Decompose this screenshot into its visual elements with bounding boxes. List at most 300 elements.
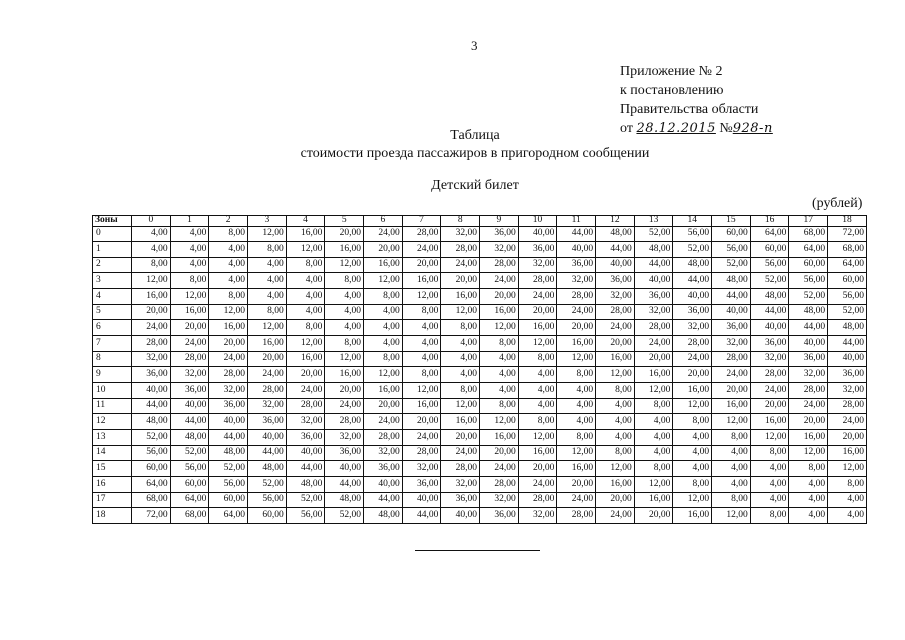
fare-cell: 36,00: [286, 430, 325, 446]
fare-cell: 52,00: [634, 226, 673, 242]
fare-cell: 32,00: [750, 351, 789, 367]
fare-cell: 16,00: [132, 289, 171, 305]
fare-cell: 16,00: [750, 414, 789, 430]
fare-cell: 24,00: [402, 430, 441, 446]
fare-cell: 36,00: [828, 367, 867, 383]
column-header-zone: 0: [132, 216, 171, 227]
fare-cell: 24,00: [209, 351, 248, 367]
fare-cell: 16,00: [480, 430, 519, 446]
fare-cell: 36,00: [364, 461, 403, 477]
fare-cell: 56,00: [828, 289, 867, 305]
fare-cell: 20,00: [248, 351, 287, 367]
fare-cell: 36,00: [596, 273, 635, 289]
table-header-row: [93, 216, 867, 227]
fare-cell: 20,00: [634, 508, 673, 524]
fare-cell: 20,00: [480, 289, 519, 305]
row-header-zone: 3: [93, 273, 132, 289]
fare-cell: 32,00: [209, 383, 248, 399]
fare-cell: 8,00: [557, 367, 596, 383]
fare-cell: 52,00: [248, 477, 287, 493]
fare-cell: 28,00: [750, 367, 789, 383]
fare-cell: 36,00: [518, 242, 557, 258]
fare-cell: 68,00: [170, 508, 209, 524]
fare-cell: 40,00: [325, 461, 364, 477]
handwritten-number: 928-п: [732, 121, 773, 136]
fare-cell: 4,00: [634, 414, 673, 430]
fare-cell: 56,00: [750, 257, 789, 273]
fare-cell: 24,00: [364, 226, 403, 242]
fare-cell: 12,00: [286, 336, 325, 352]
fare-cell: 40,00: [364, 477, 403, 493]
fare-cell: 4,00: [596, 430, 635, 446]
fare-cell: 28,00: [170, 351, 209, 367]
fare-cell: 40,00: [828, 351, 867, 367]
fare-cell: 48,00: [596, 226, 635, 242]
fare-cell: 4,00: [673, 461, 712, 477]
fare-cell: 28,00: [325, 414, 364, 430]
fare-cell: 60,00: [828, 273, 867, 289]
fare-cell: 4,00: [325, 320, 364, 336]
fare-cell: 4,00: [441, 351, 480, 367]
fare-cell: 52,00: [828, 304, 867, 320]
fare-cell: 36,00: [673, 304, 712, 320]
fare-cell: 16,00: [480, 304, 519, 320]
fare-cell: 60,00: [248, 508, 287, 524]
column-header-zone: 12: [596, 216, 635, 227]
fare-cell: 16,00: [441, 289, 480, 305]
fare-cell: 16,00: [518, 320, 557, 336]
fare-cell: 24,00: [132, 320, 171, 336]
fare-cell: 40,00: [248, 430, 287, 446]
fare-cell: 16,00: [209, 320, 248, 336]
fare-cell: 52,00: [750, 273, 789, 289]
fare-cell: 4,00: [170, 242, 209, 258]
fare-cell: 8,00: [634, 461, 673, 477]
fare-cell: 16,00: [596, 351, 635, 367]
fare-cell: 36,00: [789, 351, 828, 367]
fare-cell: 32,00: [596, 289, 635, 305]
fare-cell: 60,00: [750, 242, 789, 258]
fare-cell: 32,00: [480, 242, 519, 258]
fare-cell: 36,00: [634, 289, 673, 305]
fare-cell: 36,00: [441, 492, 480, 508]
fare-cell: 8,00: [286, 320, 325, 336]
fare-cell: 8,00: [712, 430, 751, 446]
fare-cell: 12,00: [634, 477, 673, 493]
fare-cell: 12,00: [402, 289, 441, 305]
fare-cell: 28,00: [209, 367, 248, 383]
number-prefix: №: [719, 121, 733, 136]
row-header-zone: 1: [93, 242, 132, 258]
row-header-zone: 14: [93, 445, 132, 461]
fare-cell: 16,00: [789, 430, 828, 446]
fare-cell: 32,00: [518, 508, 557, 524]
table-row: [93, 226, 867, 242]
fare-cell: 48,00: [789, 304, 828, 320]
fare-cell: 12,00: [828, 461, 867, 477]
column-header-zone: 16: [750, 216, 789, 227]
fare-cell: 4,00: [364, 336, 403, 352]
column-header-zone: 4: [286, 216, 325, 227]
fare-cell: 40,00: [132, 383, 171, 399]
row-header-zone: 0: [93, 226, 132, 242]
column-header-zone: 3: [248, 216, 287, 227]
fare-cell: 16,00: [286, 351, 325, 367]
fare-cell: 36,00: [209, 398, 248, 414]
appendix-resolution-line: к постановлению: [620, 83, 724, 98]
fare-cell: 44,00: [557, 226, 596, 242]
fare-cell: 44,00: [364, 492, 403, 508]
fare-cell: 56,00: [789, 273, 828, 289]
fare-cell: 32,00: [441, 477, 480, 493]
fare-cell: 8,00: [170, 273, 209, 289]
fare-cell: 20,00: [364, 242, 403, 258]
fare-cell: 4,00: [480, 383, 519, 399]
fare-cell: 64,00: [170, 492, 209, 508]
fare-cell: 64,00: [789, 242, 828, 258]
fare-cell: 40,00: [441, 508, 480, 524]
fare-cell: 16,00: [673, 383, 712, 399]
fare-cell: 4,00: [634, 445, 673, 461]
row-header-zone: 12: [93, 414, 132, 430]
fare-cell: 56,00: [170, 461, 209, 477]
fare-cell: 20,00: [596, 492, 635, 508]
fare-cell: 28,00: [132, 336, 171, 352]
table-row: [93, 398, 867, 414]
fare-cell: 64,00: [209, 508, 248, 524]
fare-cell: 28,00: [557, 508, 596, 524]
fare-cell: 24,00: [480, 461, 519, 477]
fare-cell: 4,00: [325, 304, 364, 320]
fare-cell: 8,00: [480, 336, 519, 352]
table-row: [93, 242, 867, 258]
fare-table: [92, 215, 867, 524]
fare-cell: 28,00: [518, 492, 557, 508]
fare-cell: 56,00: [286, 508, 325, 524]
fare-cell: 44,00: [170, 414, 209, 430]
fare-cell: 4,00: [248, 289, 287, 305]
fare-cell: 28,00: [828, 398, 867, 414]
fare-cell: 8,00: [441, 320, 480, 336]
fare-cell: 4,00: [750, 477, 789, 493]
fare-cell: 8,00: [557, 430, 596, 446]
fare-cell: 72,00: [828, 226, 867, 242]
fare-cell: 4,00: [480, 367, 519, 383]
fare-cell: 4,00: [364, 304, 403, 320]
column-header-zone: 15: [712, 216, 751, 227]
fare-cell: 24,00: [480, 273, 519, 289]
fare-cell: 48,00: [750, 289, 789, 305]
fare-cell: 4,00: [673, 445, 712, 461]
row-header-zone: 11: [93, 398, 132, 414]
fare-cell: 8,00: [828, 477, 867, 493]
fare-cell: 8,00: [402, 367, 441, 383]
fare-cell: 48,00: [364, 508, 403, 524]
fare-cell: 24,00: [828, 414, 867, 430]
fare-cell: 20,00: [170, 320, 209, 336]
fare-cell: 8,00: [132, 257, 171, 273]
fare-cell: 44,00: [712, 289, 751, 305]
fare-cell: 8,00: [518, 351, 557, 367]
row-header-zone: 4: [93, 289, 132, 305]
fare-cell: 16,00: [441, 414, 480, 430]
fare-cell: 28,00: [402, 226, 441, 242]
fare-cell: 4,00: [518, 383, 557, 399]
column-header-zone: 8: [441, 216, 480, 227]
column-header-zone: 6: [364, 216, 403, 227]
fare-cell: 36,00: [480, 508, 519, 524]
fare-cell: 32,00: [286, 414, 325, 430]
closing-rule: [415, 550, 540, 551]
fare-cell: 4,00: [248, 273, 287, 289]
fare-cell: 52,00: [170, 445, 209, 461]
table-row: [93, 414, 867, 430]
fare-cell: 8,00: [248, 242, 287, 258]
fare-cell: 28,00: [480, 477, 519, 493]
fare-cell: 28,00: [441, 461, 480, 477]
fare-cell: 20,00: [441, 430, 480, 446]
fare-cell: 24,00: [518, 477, 557, 493]
column-header-zone: 1: [170, 216, 209, 227]
table-row: [93, 383, 867, 399]
fare-cell: 8,00: [209, 226, 248, 242]
fare-cell: 16,00: [402, 398, 441, 414]
fare-cell: 28,00: [557, 289, 596, 305]
fare-cell: 48,00: [828, 320, 867, 336]
fare-cell: 36,00: [248, 414, 287, 430]
fare-cell: 20,00: [557, 320, 596, 336]
fare-cell: 52,00: [286, 492, 325, 508]
column-header-zone: 18: [828, 216, 867, 227]
fare-cell: 32,00: [712, 336, 751, 352]
fare-cell: 4,00: [480, 351, 519, 367]
fare-cell: 20,00: [750, 398, 789, 414]
ticket-type-heading: Детский билет: [431, 178, 519, 193]
fare-cell: 20,00: [518, 461, 557, 477]
fare-cell: 8,00: [596, 383, 635, 399]
table-row: [93, 445, 867, 461]
fare-cell: 32,00: [441, 226, 480, 242]
fare-cell: 4,00: [518, 398, 557, 414]
fare-cell: 24,00: [518, 289, 557, 305]
fare-cell: 12,00: [364, 273, 403, 289]
fare-cell: 16,00: [596, 477, 635, 493]
fare-cell: 48,00: [325, 492, 364, 508]
fare-cell: 20,00: [480, 445, 519, 461]
fare-cell: 32,00: [132, 351, 171, 367]
fare-cell: 44,00: [828, 336, 867, 352]
fare-cell: 40,00: [170, 398, 209, 414]
table-row: [93, 367, 867, 383]
fare-cell: 4,00: [209, 273, 248, 289]
fare-cell: 4,00: [828, 492, 867, 508]
fare-cell: 16,00: [402, 273, 441, 289]
fare-cell: 60,00: [170, 477, 209, 493]
appendix-government-line: Правительства области: [620, 102, 759, 117]
fare-cell: 52,00: [673, 242, 712, 258]
fare-cell: 68,00: [789, 226, 828, 242]
fare-cell: 56,00: [673, 226, 712, 242]
fare-cell: 8,00: [596, 445, 635, 461]
fare-cell: 24,00: [325, 398, 364, 414]
column-header-zone: 14: [673, 216, 712, 227]
fare-cell: 12,00: [557, 445, 596, 461]
fare-cell: 4,00: [789, 508, 828, 524]
fare-cell: 64,00: [750, 226, 789, 242]
fare-cell: 40,00: [518, 226, 557, 242]
table-row: [93, 257, 867, 273]
fare-cell: 48,00: [209, 445, 248, 461]
fare-cell: 4,00: [170, 257, 209, 273]
fare-cell: 56,00: [132, 445, 171, 461]
column-header-zone: 17: [789, 216, 828, 227]
date-prefix: от: [620, 121, 633, 136]
fare-cell: 60,00: [209, 492, 248, 508]
fare-cell: 4,00: [789, 477, 828, 493]
fare-cell: 12,00: [480, 414, 519, 430]
fare-cell: 8,00: [480, 398, 519, 414]
fare-cell: 20,00: [402, 414, 441, 430]
fare-cell: 12,00: [596, 461, 635, 477]
fare-cell: 40,00: [596, 257, 635, 273]
fare-cell: 8,00: [673, 477, 712, 493]
fare-cell: 4,00: [248, 257, 287, 273]
fare-cell: 8,00: [634, 398, 673, 414]
fare-cell: 28,00: [441, 242, 480, 258]
fare-cell: 32,00: [518, 257, 557, 273]
table-row: [93, 289, 867, 305]
fare-cell: 60,00: [712, 226, 751, 242]
fare-cell: 20,00: [364, 398, 403, 414]
column-header-zone: 2: [209, 216, 248, 227]
fare-cell: 44,00: [248, 445, 287, 461]
fare-cell: 24,00: [170, 336, 209, 352]
fare-cell: 52,00: [132, 430, 171, 446]
fare-cell: 16,00: [634, 492, 673, 508]
fare-cell: 40,00: [286, 445, 325, 461]
fare-cell: 20,00: [441, 273, 480, 289]
row-header-zone: 10: [93, 383, 132, 399]
page-number: 3: [471, 38, 478, 53]
fare-cell: 28,00: [789, 383, 828, 399]
fare-cell: 12,00: [673, 492, 712, 508]
fare-cell: 4,00: [712, 477, 751, 493]
fare-cell: 28,00: [248, 383, 287, 399]
fare-cell: 4,00: [364, 320, 403, 336]
fare-cell: 12,00: [325, 257, 364, 273]
table-row: [93, 336, 867, 352]
row-header-zone: 15: [93, 461, 132, 477]
fare-cell: 40,00: [712, 304, 751, 320]
fare-cell: 12,00: [441, 398, 480, 414]
fare-cell: 12,00: [209, 304, 248, 320]
fare-cell: 36,00: [480, 226, 519, 242]
table-row: [93, 273, 867, 289]
fare-cell: 12,00: [402, 383, 441, 399]
fare-cell: 28,00: [596, 304, 635, 320]
row-header-zone: 7: [93, 336, 132, 352]
fare-cell: 32,00: [170, 367, 209, 383]
fare-cell: 56,00: [209, 477, 248, 493]
fare-cell: 44,00: [789, 320, 828, 336]
fare-cell: 20,00: [209, 336, 248, 352]
fare-cell: 48,00: [673, 257, 712, 273]
fare-cell: 8,00: [364, 351, 403, 367]
column-header-zone: 10: [518, 216, 557, 227]
fare-cell: 4,00: [557, 383, 596, 399]
table-heading: Таблица: [450, 128, 500, 143]
fare-cell: 36,00: [325, 445, 364, 461]
fare-cell: 4,00: [750, 492, 789, 508]
fare-cell: 36,00: [132, 367, 171, 383]
fare-cell: 60,00: [132, 461, 171, 477]
fare-cell: 44,00: [325, 477, 364, 493]
fare-cell: 32,00: [828, 383, 867, 399]
fare-cell: 20,00: [673, 367, 712, 383]
handwritten-date: 28.12.2015: [636, 121, 716, 136]
fare-cell: 52,00: [712, 257, 751, 273]
fare-cell: 44,00: [209, 430, 248, 446]
fare-cell: 16,00: [248, 336, 287, 352]
fare-cell: 32,00: [402, 461, 441, 477]
fare-cell: 24,00: [634, 336, 673, 352]
fare-cell: 40,00: [789, 336, 828, 352]
fare-cell: 20,00: [712, 383, 751, 399]
fare-cell: 12,00: [364, 367, 403, 383]
fare-cell: 28,00: [634, 320, 673, 336]
fare-cell: 4,00: [557, 398, 596, 414]
fare-cell: 32,00: [673, 320, 712, 336]
fare-cell: 8,00: [209, 289, 248, 305]
row-header-zone: 8: [93, 351, 132, 367]
fare-cell: 4,00: [286, 304, 325, 320]
fare-cell: 32,00: [480, 492, 519, 508]
column-header-zone: 5: [325, 216, 364, 227]
fare-cell: 16,00: [170, 304, 209, 320]
row-header-zone: 17: [93, 492, 132, 508]
fare-cell: 32,00: [634, 304, 673, 320]
fare-cell: 4,00: [441, 336, 480, 352]
fare-cell: 12,00: [712, 414, 751, 430]
appendix-title: Приложение № 2: [620, 64, 723, 79]
fare-cell: 12,00: [518, 430, 557, 446]
fare-cell: 20,00: [325, 226, 364, 242]
fare-cell: 72,00: [132, 508, 171, 524]
fare-cell: 8,00: [750, 508, 789, 524]
fare-cell: 8,00: [712, 492, 751, 508]
fare-cell: 20,00: [828, 430, 867, 446]
fare-cell: 12,00: [557, 351, 596, 367]
appendix-header: [620, 62, 773, 138]
fare-cell: 4,00: [170, 226, 209, 242]
fare-cell: 20,00: [596, 336, 635, 352]
fare-cell: 12,00: [750, 430, 789, 446]
fare-cell: 64,00: [828, 257, 867, 273]
fare-cell: 4,00: [596, 398, 635, 414]
fare-cell: 16,00: [712, 398, 751, 414]
fare-cell: 64,00: [132, 477, 171, 493]
fare-cell: 24,00: [248, 367, 287, 383]
fare-cell: 16,00: [634, 367, 673, 383]
table-row: [93, 477, 867, 493]
table-row: [93, 430, 867, 446]
fare-cell: 12,00: [712, 508, 751, 524]
column-header-zone: 11: [557, 216, 596, 227]
fare-cell: 4,00: [286, 289, 325, 305]
fare-cell: 16,00: [673, 508, 712, 524]
fare-cell: 48,00: [132, 414, 171, 430]
fare-cell: 4,00: [712, 445, 751, 461]
